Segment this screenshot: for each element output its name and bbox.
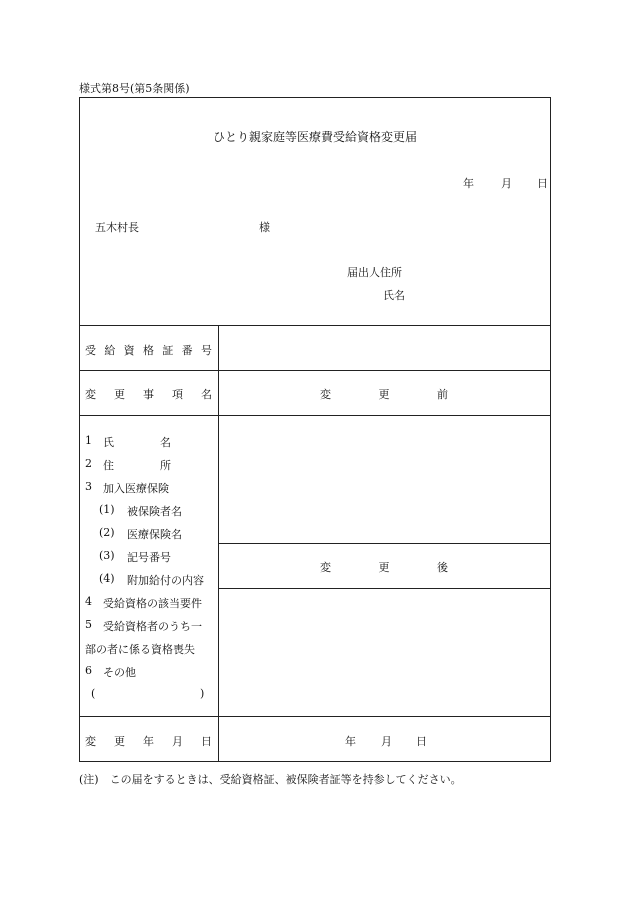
label-char: 格 bbox=[142, 344, 154, 357]
label-char: 月 bbox=[172, 735, 183, 748]
item-3-1-label: 被保険者名 bbox=[127, 505, 182, 518]
item-5-label: 受給資格者のうち一 bbox=[103, 620, 202, 633]
item-4-num: 4 bbox=[85, 595, 92, 608]
label-char: 更 bbox=[114, 388, 125, 401]
label-char: 証 bbox=[162, 344, 174, 357]
label-char: 項 bbox=[172, 388, 183, 401]
item-5-num: 5 bbox=[85, 618, 92, 631]
label-char: 事 bbox=[143, 388, 154, 401]
item-2-label-a: 住 bbox=[103, 459, 114, 472]
item-3-3-num: (3) bbox=[99, 549, 115, 562]
form-title: ひとり親家庭等医療費受給資格変更届 bbox=[212, 130, 417, 144]
change-date-month: 月 bbox=[381, 735, 392, 748]
item-3-label: 加入医療保険 bbox=[103, 482, 169, 495]
label-char: 受 bbox=[85, 344, 96, 357]
item-3-4-label: 附加給付の内容 bbox=[127, 574, 204, 587]
label-char: 年 bbox=[143, 735, 154, 748]
item-6-label: その他 bbox=[103, 666, 136, 679]
item-6-close-paren: ) bbox=[200, 687, 205, 700]
item-1-label-b: 名 bbox=[160, 436, 171, 449]
form-number: 様式第8号(第5条関係) bbox=[79, 82, 190, 95]
divider bbox=[218, 588, 551, 589]
change-date-day: 日 bbox=[416, 735, 427, 748]
applicant-name-label: 氏名 bbox=[383, 289, 405, 302]
column-divider bbox=[218, 325, 219, 762]
change-date-year: 年 bbox=[345, 735, 356, 748]
item-6-open-paren: ( bbox=[91, 687, 96, 700]
divider bbox=[79, 716, 551, 717]
label-char: 名 bbox=[201, 388, 212, 401]
date-day-label: 日 bbox=[537, 177, 548, 190]
item-1-num: 1 bbox=[85, 434, 92, 447]
item-3-2-num: (2) bbox=[99, 526, 115, 539]
label-char: 番 bbox=[181, 344, 193, 357]
divider bbox=[79, 325, 551, 326]
item-2-num: 2 bbox=[85, 457, 92, 470]
label-char: 更 bbox=[378, 561, 390, 574]
label-char: 変 bbox=[85, 388, 96, 401]
item-3-3-label: 記号番号 bbox=[127, 551, 171, 564]
label-char: 給 bbox=[104, 344, 116, 357]
label-char: 号 bbox=[200, 344, 212, 357]
item-3-4-num: (4) bbox=[99, 572, 115, 585]
label-char: 更 bbox=[114, 735, 125, 748]
change-item-label bbox=[85, 386, 212, 402]
form-frame bbox=[79, 97, 551, 762]
addressee-name: 五木村長 bbox=[95, 221, 139, 234]
item-5-label-cont: 部の者に係る資格喪失 bbox=[85, 643, 195, 656]
label-char: 日 bbox=[201, 735, 212, 748]
item-2-label-b: 所 bbox=[160, 459, 171, 472]
label-char: 前 bbox=[437, 388, 448, 401]
date-year-label: 年 bbox=[463, 177, 474, 190]
label-char: 変 bbox=[320, 388, 331, 401]
label-char: 後 bbox=[437, 561, 448, 574]
item-4-label: 受給資格の該当要件 bbox=[103, 597, 202, 610]
after-label bbox=[320, 559, 448, 575]
label-char: 変 bbox=[320, 561, 331, 574]
divider bbox=[79, 415, 551, 416]
label-char: 変 bbox=[85, 735, 96, 748]
divider bbox=[218, 543, 551, 544]
before-label bbox=[320, 386, 448, 402]
label-char: 更 bbox=[378, 388, 390, 401]
item-3-1-num: (1) bbox=[99, 503, 115, 516]
divider bbox=[79, 370, 551, 371]
label-char: 資 bbox=[123, 344, 135, 357]
item-3-num: 3 bbox=[85, 480, 92, 493]
item-6-num: 6 bbox=[85, 664, 92, 677]
item-3-2-label: 医療保険名 bbox=[127, 528, 182, 541]
change-date-label bbox=[85, 733, 212, 749]
applicant-address-label: 届出人住所 bbox=[347, 266, 402, 279]
certificate-number-label bbox=[85, 342, 212, 358]
addressee-honorific: 様 bbox=[259, 221, 270, 234]
footnote: (注) この届をするときは、受給資格証、被保険者証等を持参してください。 bbox=[79, 773, 462, 786]
item-1-label-a: 氏 bbox=[103, 436, 114, 449]
date-month-label: 月 bbox=[501, 177, 512, 190]
